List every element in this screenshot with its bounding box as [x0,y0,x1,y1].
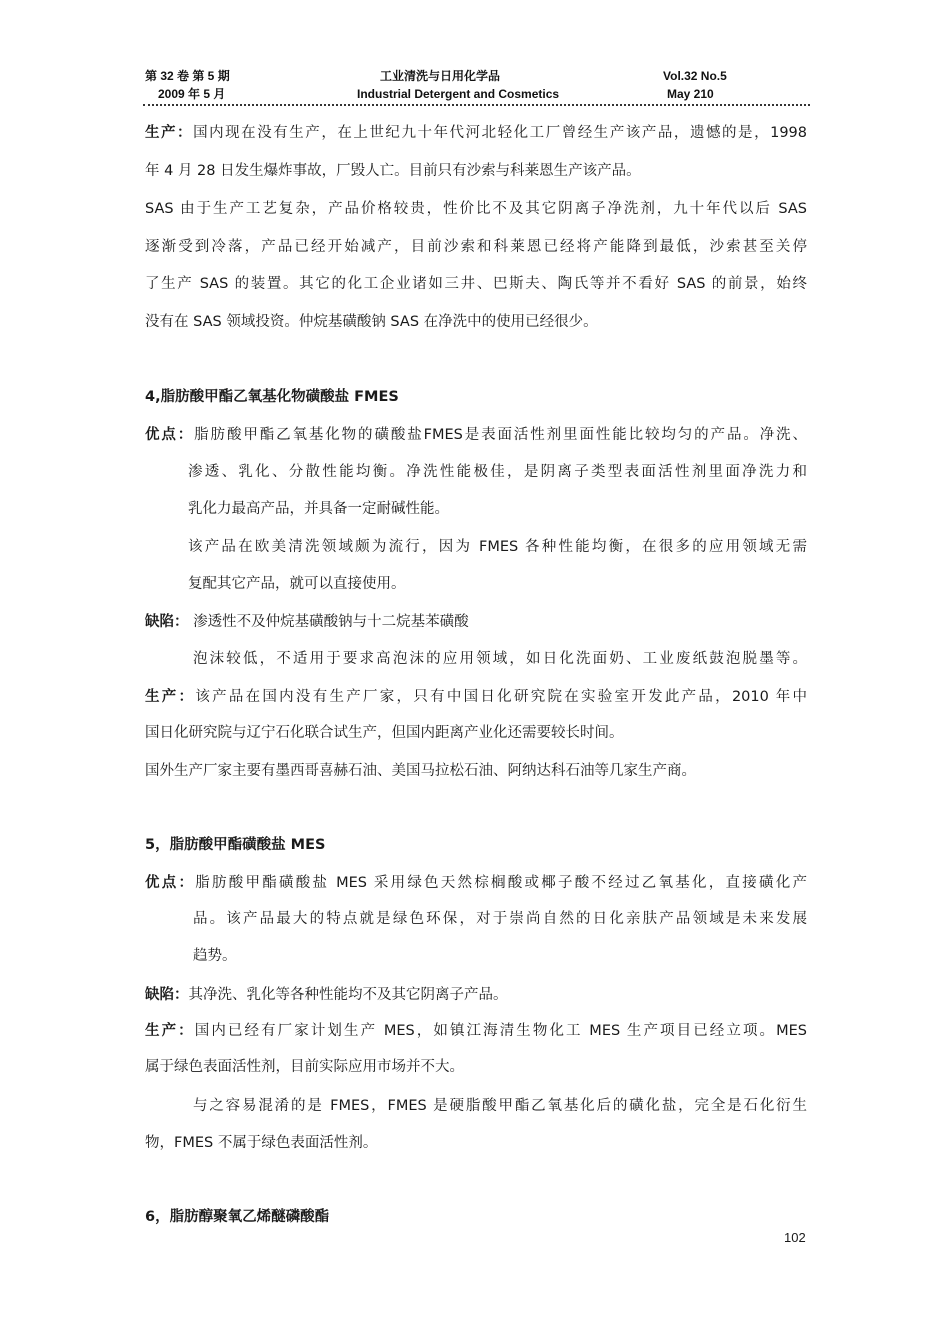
paragraph-line: 了生产 SAS 的装置。其它的化工企业诸如三井、巴斯夫、陶氏等并不看好 SAS 的前景，始终 [145,276,807,292]
paragraph-line [145,873,807,893]
header-volume-issue-cn: 第 32 卷 第 5 期 [145,69,230,83]
paragraph-line [145,1021,807,1041]
defect-label: 缺陷： [145,987,189,1003]
paragraph-text: 国内已经有厂家计划生产 MES，如镇江海清生物化工 MES 生产项目已经立项。MES [194,1023,807,1039]
paragraph-text: 其净洗、乳化等各种性能均不及其它阴离子产品。 [188,987,508,1003]
paragraph-line: 没有在 SAS 领域投资。仲烷基磺酸钠 SAS 在净洗中的使用已经很少。 [145,314,598,330]
paragraph-line [145,123,807,143]
paragraph-text: 脂肪酸甲酯乙氧基化物的磺酸盐FMES是表面活性剂里面性能比较均匀的产品。净洗、 [194,427,807,443]
paragraph-line: 渗透、乳化、分散性能均衡。净洗性能极佳，是阴离子类型表面活性剂里面净洗力和 [188,464,807,480]
paragraph-line: 该产品在欧美清洗领域颇为流行，因为 FMES 各种性能均衡，在很多的应用领域无需 [188,539,807,555]
paragraph-line: 与之容易混淆的是 FMES，FMES 是硬脂酸甲酯乙氧基化后的磺化盐，完全是石化衍生 [193,1098,807,1114]
header-date-en: May 210 [667,87,714,101]
paragraph-line: 物，FMES 不属于绿色表面活性剂。 [145,1135,378,1151]
page-number: 102 [784,1230,806,1245]
paragraph-line: 属于绿色表面活性剂，目前实际应用市场并不大。 [145,1059,464,1075]
paragraph-line: 复配其它产品，就可以直接使用。 [188,576,406,592]
header-journal-en: Industrial Detergent and Cosmetics [357,87,560,101]
paragraph-line [145,425,807,445]
paragraph-line: 逐渐受到冷落，产品已经开始减产，目前沙索和科莱恩已经将产能降到最低，沙索甚至关停 [145,239,807,255]
paragraph-line: 趋势。 [193,948,237,964]
paragraph-text: 脂肪酸甲酯磺酸盐 MES 采用绿色天然棕榈酸或椰子酸不经过乙氧基化，直接磺化产 [195,875,808,891]
paragraph-line: 年 4 月 28 日发生爆炸事故，厂毁人亡。目前只有沙索与科莱恩生产该产品。 [145,163,641,179]
paragraph-line: 国外生产厂家主要有墨西哥喜赫石油、美国马拉松石油、阿纳达科石油等几家生产商。 [145,763,696,779]
paragraph-text: 渗透性不及仲烷基磺酸钠与十二烷基苯磺酸 [193,614,469,630]
paragraph-line [145,612,469,632]
header-dotted-divider [143,104,810,106]
defect-label: 缺陷： [145,614,189,630]
section-heading: 4,脂肪酸甲酯乙氧基化物磺酸盐 FMES [145,389,399,405]
paragraph-text: 国内现在没有生产，在上世纪九十年代河北轻化工厂曾经生产该产品，遗憾的是，1998 [193,125,808,141]
section-heading: 6，脂肪醇聚氧乙烯醚磷酸酯 [145,1209,330,1225]
paragraph-text: 该产品在国内没有生产厂家，只有中国日化研究院在实验室开发此产品，2010 年中 [195,689,807,705]
header-volume-issue-en: Vol.32 No.5 [663,69,727,83]
paragraph-line: 乳化力最高产品，并具备一定耐碱性能。 [188,501,449,517]
paragraph-line: 泡沫较低，不适用于要求高泡沫的应用领域，如日化洗面奶、工业废纸鼓泡脱墨等。 [193,651,807,667]
paragraph-line: 品。该产品最大的特点就是绿色环保，对于崇尚自然的日化亲肤产品领域是未来发展 [193,911,807,927]
production-label: 生产： [145,125,194,141]
paragraph-line [145,687,807,707]
advantage-label: 优点： [145,427,195,443]
advantage-label: 优点： [145,875,196,891]
header-journal-cn: 工业清洗与日用化学品 [380,69,501,83]
paragraph-line: SAS 由于生产工艺复杂，产品价格较贵，性价比不及其它阴离子净洗剂，九十年代以后 SAS [145,201,807,217]
header-date-cn: 2009 年 5 月 [158,87,226,101]
paragraph-line [145,985,508,1005]
production-label: 生产： [145,1023,195,1039]
paragraph-line: 国日化研究院与辽宁石化联合试生产，但国内距离产业化还需要较长时间。 [145,725,624,741]
section-heading: 5，脂肪酸甲酯磺酸盐 MES [145,837,326,853]
production-label: 生产： [145,689,196,705]
